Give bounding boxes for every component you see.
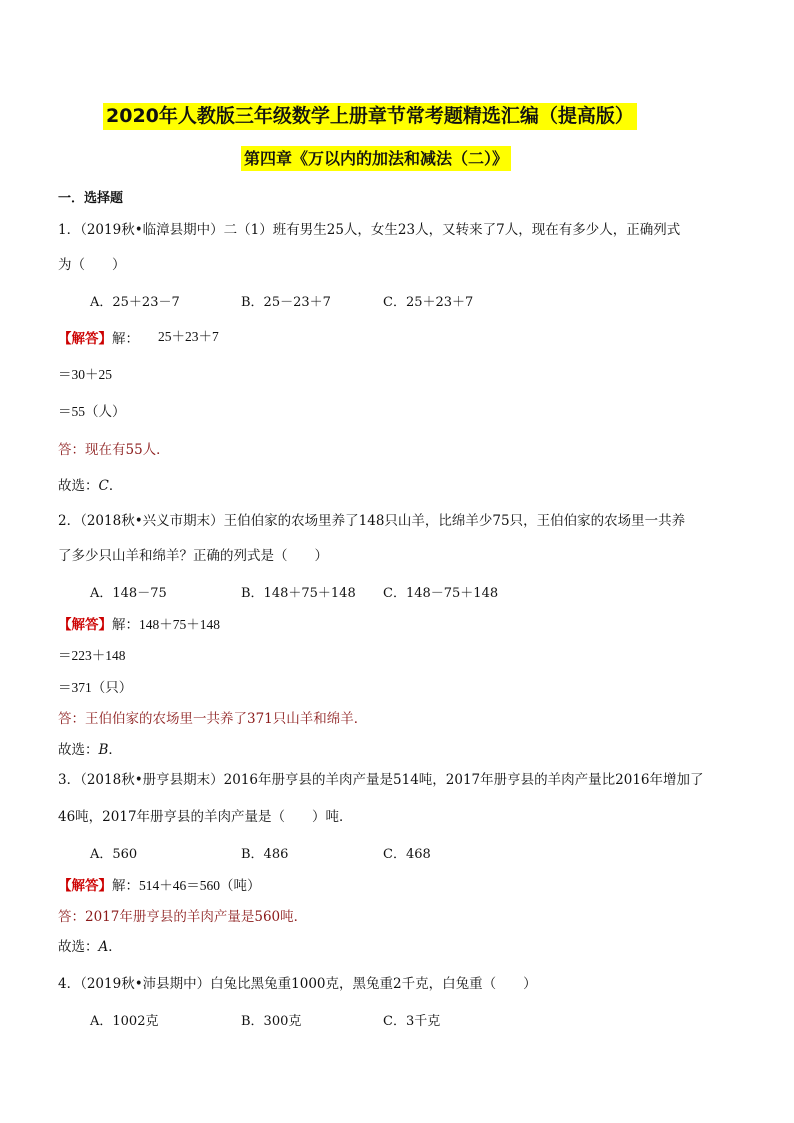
question-stem-line: 为（ ）	[58, 257, 126, 273]
question-stem-line: 了多少只山羊和绵羊？正确的列式是（ ）	[58, 548, 328, 564]
option-b: B．486	[241, 847, 289, 862]
question-stem-line: 4．（2019秋•沛县期中）白兔比黑兔重1000克，黑兔重2千克，白兔重（ ）	[58, 976, 537, 992]
answer-conclusion: 答：现在有55人．	[58, 442, 170, 458]
solve-prefix: 解：	[112, 617, 139, 633]
section-heading: 一．选择题	[58, 191, 124, 206]
choice-end: ．	[108, 939, 122, 955]
answer-line	[58, 327, 139, 347]
solution-step: ＝55（人）	[58, 404, 126, 419]
choice-label: 故选：	[58, 742, 99, 758]
choice-line	[58, 738, 122, 758]
option-c: C．148－75＋148	[383, 586, 499, 601]
answer-line	[58, 613, 220, 633]
choice-label: 故选：	[58, 478, 99, 494]
choice-end: ．	[108, 742, 122, 758]
option-a: A．1002克	[90, 1014, 159, 1029]
solve-prefix: 解：	[112, 878, 139, 894]
option-c: C．25＋23＋7	[383, 295, 474, 310]
question-stem-line: 3．（2018秋•册亨县期末）2016年册亨县的羊肉产量是514吨，2017年册亨县的羊肉产量比2016年增加了	[58, 772, 704, 788]
answer-label: 【解答】	[58, 617, 112, 633]
option-b: B．300克	[241, 1014, 302, 1029]
choice-value: B	[98, 742, 109, 758]
solution-step: 148＋75＋148	[139, 617, 220, 632]
answer-label: 【解答】	[58, 878, 112, 894]
solution-step: 514＋46＝560（吨）	[139, 878, 261, 893]
choice-value: A	[98, 939, 109, 955]
answer-conclusion: 答：王伯伯家的农场里一共养了371只山羊和绵羊．	[58, 711, 368, 727]
question-stem-line: 2．（2018秋•兴义市期末）王伯伯家的农场里养了148只山羊，比绵羊少75只，王伯伯家的农场里一共养	[58, 513, 686, 529]
option-b: B．148＋75＋148	[241, 586, 356, 601]
question-stem-line: 1．（2019秋•临漳县期中）二（1）班有男生25人，女生23人，又转来了7人，现在有多少人，正确列式	[58, 222, 681, 238]
solution-step: 25＋23＋7	[158, 329, 219, 344]
option-a: A．25＋23－7	[90, 295, 180, 310]
option-a: A．148－75	[90, 586, 167, 601]
choice-value: C	[98, 478, 109, 494]
document-title: 2020年人教版三年级数学上册章节常考题精选汇编（提高版）	[103, 103, 637, 130]
solve-prefix: 解：	[112, 331, 139, 347]
solution-step: ＝371（只）	[58, 680, 133, 695]
choice-label: 故选：	[58, 939, 99, 955]
chapter-subtitle: 第四章《万以内的加法和减法（二）》	[241, 146, 511, 171]
solution-step: ＝30＋25	[58, 367, 112, 382]
answer-label: 【解答】	[58, 331, 112, 347]
option-a: A．560	[90, 847, 138, 862]
answer-line	[58, 874, 261, 894]
option-b: B．25－23＋7	[241, 295, 331, 310]
choice-line	[58, 474, 122, 494]
choice-end: ．	[108, 478, 123, 494]
option-c: C．468	[383, 847, 431, 862]
solution-step: ＝223＋148	[58, 648, 126, 663]
answer-conclusion: 答：2017年册亨县的羊肉产量是560吨．	[58, 909, 308, 925]
question-stem-line: 46吨，2017年册亨县的羊肉产量是（ ）吨．	[58, 809, 353, 825]
choice-line	[58, 935, 122, 955]
option-c: C．3千克	[383, 1014, 441, 1029]
